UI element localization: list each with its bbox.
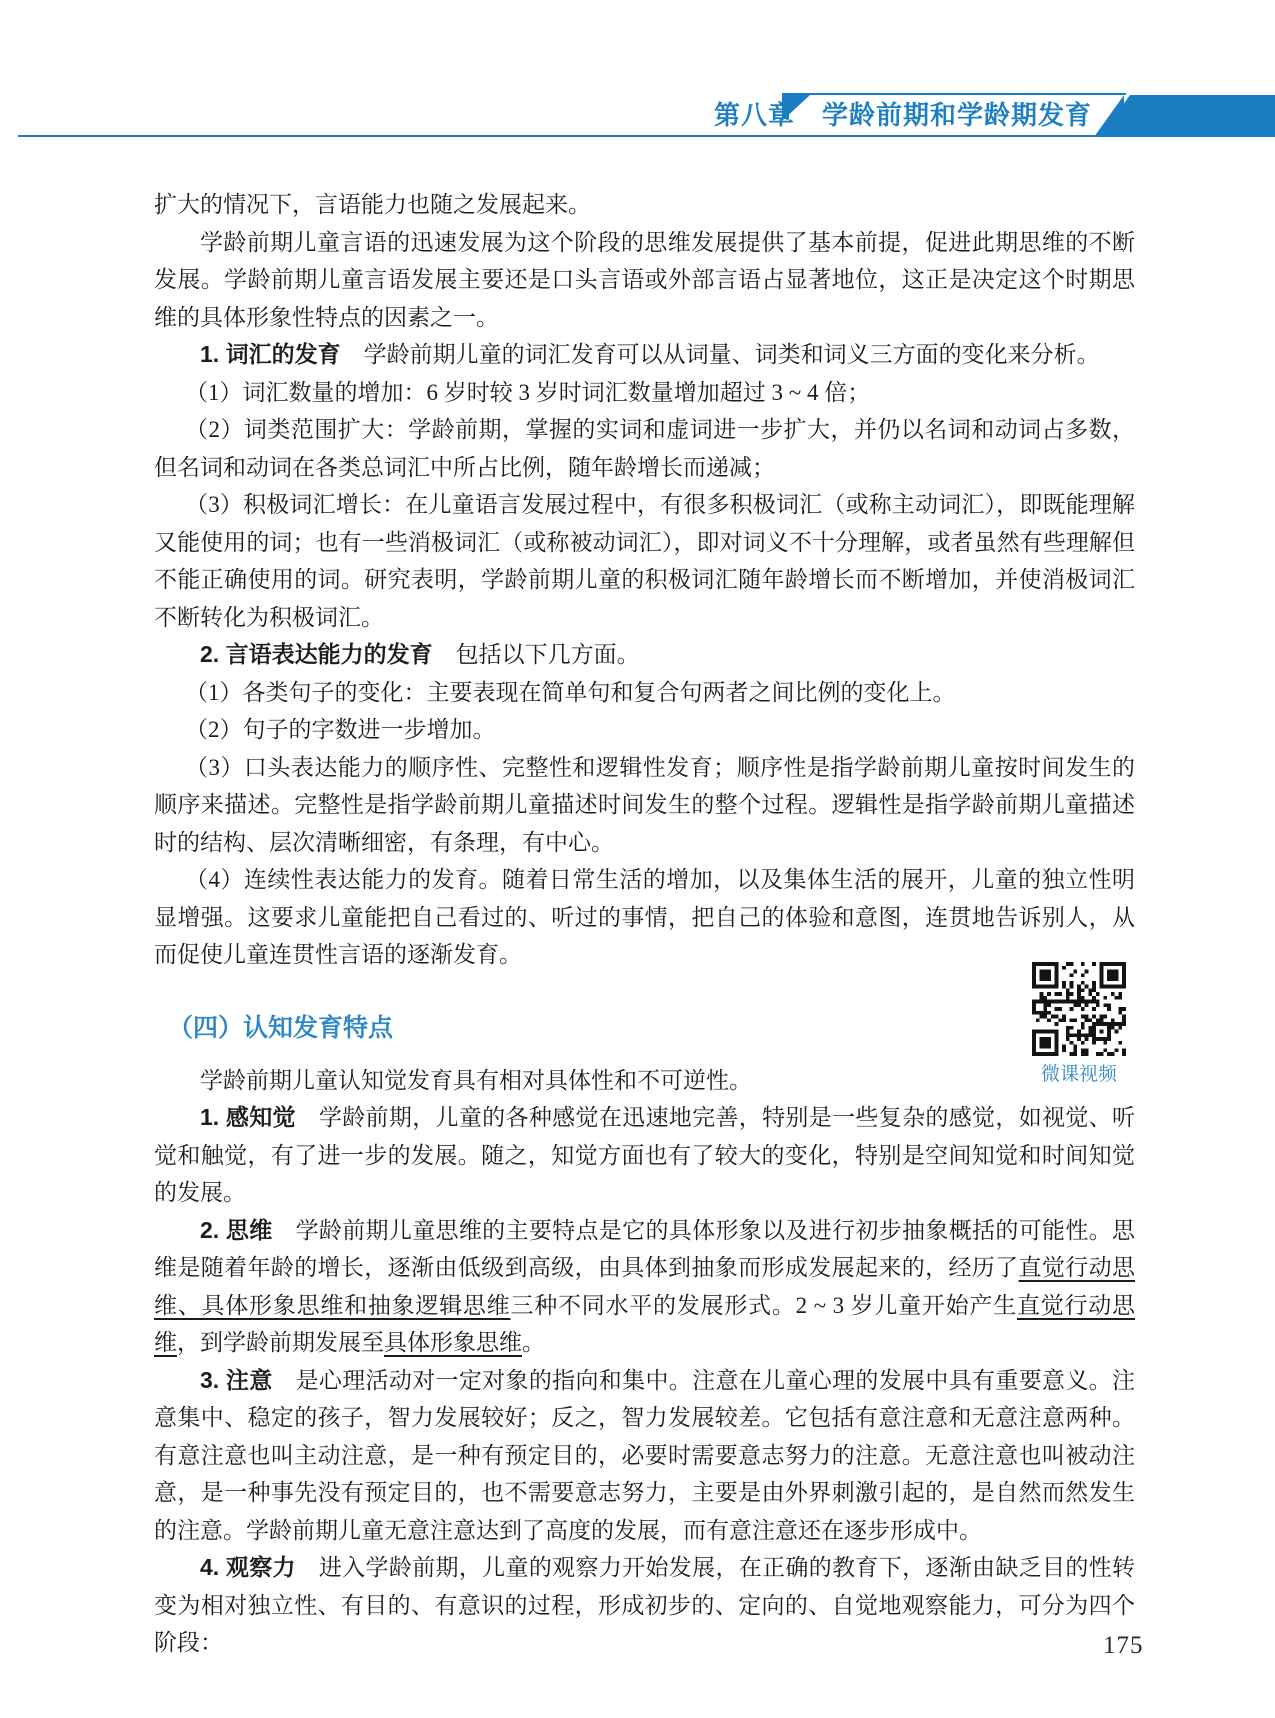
header-rule: [18, 135, 1100, 137]
text-run: 扩大的情况下，言语能力也随之发展起来。: [154, 192, 591, 217]
list-term: 4. 观察力: [200, 1554, 296, 1580]
header-title-topline: [782, 93, 1126, 95]
section-heading: （四）认知发育特点: [168, 1013, 394, 1042]
paragraph: [154, 1062, 1135, 1100]
paragraph: [154, 374, 1135, 412]
list-term: 2. 言语表达能力的发育: [200, 641, 433, 667]
paragraph: [154, 749, 1135, 862]
chapter-title: 第八章 学龄前期和学龄期发育: [713, 100, 1092, 130]
qr-caption: 微课视频: [1040, 1064, 1117, 1085]
text-run: 学龄前期儿童的词汇发育可以从词量、词类和词义三方面的变化来分析。: [363, 342, 1100, 367]
text-run: 学龄前期儿童言语的迅速发展为这个阶段的思维发展提供了基本前提，促进此期思维的不断发展。学龄前期儿童言语发展主要还是口头言语或外部言语占显著地位，这正是决定这个时期思维的具体形象性特点的因素之一。: [154, 229, 1135, 330]
list-term: 3. 注意: [200, 1366, 273, 1393]
text-run: （2）词类范围扩大：学龄前期，掌握的实词和虚词进一步扩大，并仍以名词和动词占多数，但名词和动词在各类总词汇中所占比例，随年龄增长而递减；: [154, 417, 1135, 480]
emphasized-term: 直觉行动思维、具体形象思维和抽象逻辑思维: [154, 1255, 1136, 1318]
text-run: （3）积极词汇增长：在儿童语言发展过程中，有很多积极词汇（或称主动词汇），即既能理解又能使用的词；也有一些消极词汇（或称被动词汇），即对词义不十分理解，或者虽然有些理解但不能正确使用的词。研究表明，学龄前期儿童的积极词汇随年龄增长而不断增加，并使消极词汇不断转化为积极词汇。: [154, 492, 1135, 630]
body-text: [154, 186, 1135, 1662]
paragraph: [154, 411, 1135, 486]
list-term: 2. 思维: [200, 1216, 273, 1243]
text-run: 学龄前期，儿童的各种感觉在迅速地完善，特别是一些复杂的感觉，如视觉、听觉和触觉，有了进一步的发展。随之，知觉方面也有了较大的变化，特别是空间知觉和时间知觉的发展。: [154, 1105, 1136, 1205]
paragraph: [154, 674, 1135, 712]
qr-code-icon: [1032, 962, 1126, 1056]
text-run: 包括以下几方面。: [455, 642, 640, 667]
text-run: 。: [522, 1330, 545, 1355]
text-run: （1）词汇数量的增加：6 岁时较 3 岁时词汇数量增加超过 3 ~ 4 倍；: [185, 379, 871, 405]
paragraph: [154, 1362, 1135, 1550]
text-run: 进入学龄前期，儿童的观察力开始发展，在正确的教育下，逐渐由缺乏目的性转变为相对独立性、有目的、有意识的过程，形成初步的、定向的、自觉地观察能力，可分为四个阶段：: [154, 1555, 1136, 1655]
list-term: 1. 感知觉: [200, 1104, 296, 1130]
paragraph: [154, 224, 1135, 337]
text-run: ，到学龄前期发展至: [177, 1330, 384, 1355]
text-run: （3）口头表达能力的顺序性、完整性和逻辑性发育；顺序性是指学龄前期儿童按时间发生的顺序来描述。完整性是指学龄前期儿童描述时间发生的整个过程。逻辑性是指学龄前期儿童描述时的结构、层次清晰细密，有条理，有中心。: [154, 754, 1135, 855]
text-run: 是心理活动对一定对象的指向和集中。注意在儿童心理的发展中具有重要意义。注意集中、稳定的孩子，智力发展较好；反之，智力发展较差。它包括有意注意和无意注意两种。有意注意也叫主动注意，是一种有预定目的，必要时需要意志努力的注意。无意注意也叫被动注意，是一种事先没有预定目的，也不需要意志努力，主要是由外界刺激引起的，是自然而然发生的注意。学龄前期儿童无意注意达到了高度的发展，而有意注意还在逐步形成中。: [154, 1367, 1136, 1543]
paragraph: [154, 186, 1135, 224]
page-number: 175: [1103, 1632, 1144, 1659]
list-term: 1. 词汇的发育: [200, 341, 341, 367]
qr-figure: [1032, 962, 1126, 1086]
text-run: 学龄前期儿童认知觉发育具有相对具体性和不可逆性。: [200, 1067, 752, 1093]
paragraph: [154, 1549, 1135, 1662]
paragraph: [154, 1099, 1135, 1212]
emphasized-term: 具体形象思维: [384, 1330, 522, 1355]
text-run: （2）句子的字数进一步增加。: [185, 717, 496, 742]
paragraph: [154, 861, 1135, 974]
text-run: 学龄前期儿童思维的主要特点是它的具体形象以及进行初步抽象概括的可能性。思维是随着年龄的增长，逐渐由低级到高级，由具体到抽象而形成发展起来的，经历了: [154, 1217, 1136, 1280]
emphasized-term: 直觉行动思维: [154, 1292, 1136, 1355]
paragraph: [154, 486, 1135, 636]
paragraph: [154, 636, 1135, 674]
text-run: （1）各类句子的变化：主要表现在简单句和复合句两者之间比例的变化上。: [185, 679, 956, 705]
paragraph: [154, 1212, 1135, 1362]
text-run: 三种不同水平的发展形式。2 ~ 3 岁儿童开始产生: [510, 1292, 1017, 1318]
header-accent-block: [1100, 95, 1275, 137]
paragraph: [154, 711, 1135, 749]
paragraph: [154, 336, 1135, 374]
text-run: （4）连续性表达能力的发育。随着日常生活的增加，以及集体生活的展开，儿童的独立性明显增强。这要求儿童能把自己看过的、听过的事情，把自己的体验和意图，连贯地告诉别人，从而促使儿童连贯性言语的逐渐发育。: [154, 867, 1135, 967]
